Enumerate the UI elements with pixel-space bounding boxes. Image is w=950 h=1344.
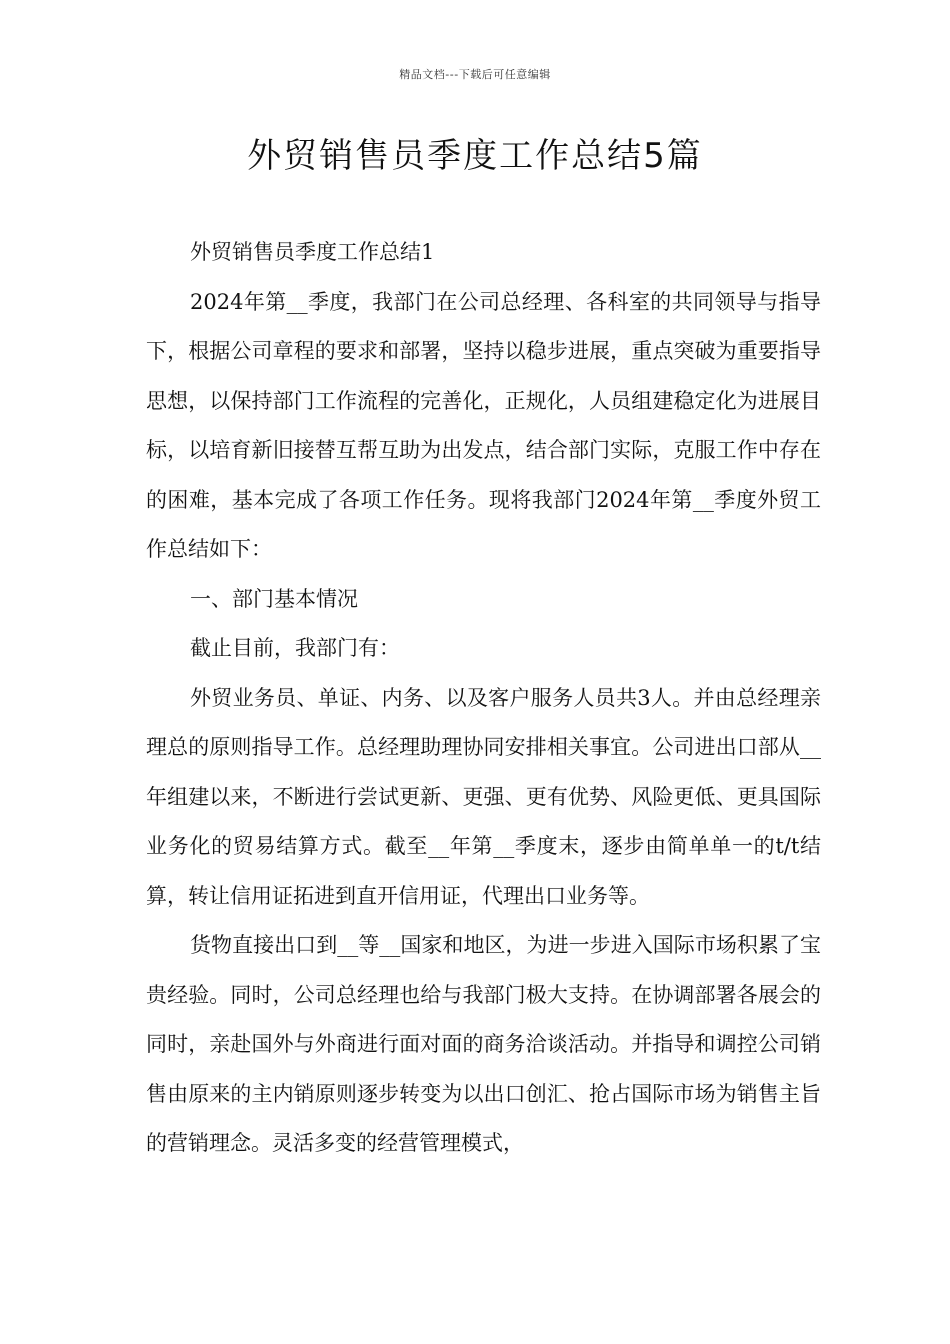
paragraph: 货物直接出口到__等__国家和地区，为进一步进入国际市场积累了宝贵经验。同时，公司总经理也给与我部门极大支持。在协调部署各展会的同时，亲赴国外与外商进行面对面的商务洽谈活动。并指导和调控公司销售由原来的主内销原则逐步转变为以出口创汇、抢占国际市场为销售主旨的营销理念。灵活多变的经营管理模式， — [146, 933, 821, 1155]
paragraph: 2024年第__季度，我部门在公司总经理、各科室的共同领导与指导下，根据公司章程的要求和部署，坚持以稳步进展，重点突破为重要指导思想，以保持部门工作流程的完善化，正规化，人员组建稳定化为进展目标，以培育新旧接替互帮互助为出发点，结合部门实际，克服工作中存在的困难，基本完成了各项工作任务。现将我部门2024年第__季度外贸工作总结如下： — [146, 289, 821, 561]
subsection-heading: 一、部门基本情况 — [190, 586, 358, 611]
paragraph: 截止目前，我部门有： — [190, 636, 400, 660]
header-note: 精品文档---下载后可任意编辑 — [399, 68, 551, 81]
paragraph: 外贸业务员、单证、内务、以及客户服务人员共3人。并由总经理亲理总的原则指导工作。总经理助理协同安排相关事宜。公司进出口部从__年组建以来，不断进行尝试更新、更强、更有优势、风险更低、更具国际业务化的贸易结算方式。截至__年第__季度末，逐步由简单单一的t/t结算，转让信用证拓进到直开信用证，代理出口业务等。 — [146, 685, 821, 908]
document-body — [146, 228, 821, 1169]
section-heading: 外贸销售员季度工作总结1 — [190, 240, 435, 264]
document-title: 外贸销售员季度工作总结5篇 — [247, 136, 703, 176]
